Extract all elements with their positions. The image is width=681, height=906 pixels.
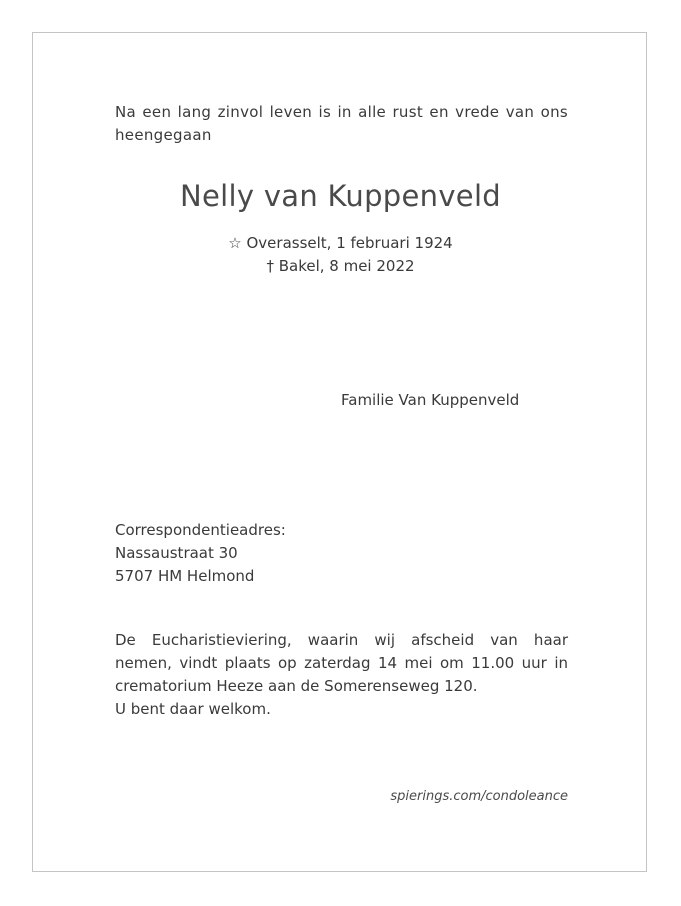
life-dates	[33, 232, 648, 278]
birth-line: ☆ Overasselt, 1 februari 1924	[228, 234, 453, 252]
service-line: De Eucharistieviering, waarin wij afscheid van haar	[115, 631, 568, 649]
deceased-name: Nelly van Kuppenveld	[179, 179, 502, 213]
service-line: crematorium Heeze aan de Somerenseweg 120.	[115, 677, 478, 695]
service-line: U bent daar welkom.	[115, 700, 271, 718]
death-notice-card	[32, 32, 647, 872]
condolence-link[interactable]: spierings.com/condoleance	[390, 789, 568, 804]
intro-text: Na een lang zinvol leven is in alle rust en vrede van ons heengegaan	[115, 103, 568, 144]
service-line: nemen, vindt plaats op zaterdag 14 mei om 11.00 uur in	[115, 654, 568, 672]
correspondence-address	[115, 519, 286, 588]
death-line: † Bakel, 8 mei 2022	[266, 257, 415, 275]
service-announcement	[115, 629, 568, 721]
address-city: 5707 HM Helmond	[115, 567, 255, 585]
address-street: Nassaustraat 30	[115, 544, 238, 562]
address-heading: Correspondentieadres:	[115, 521, 286, 539]
family-signature: Familie Van Kuppenveld	[341, 391, 520, 409]
